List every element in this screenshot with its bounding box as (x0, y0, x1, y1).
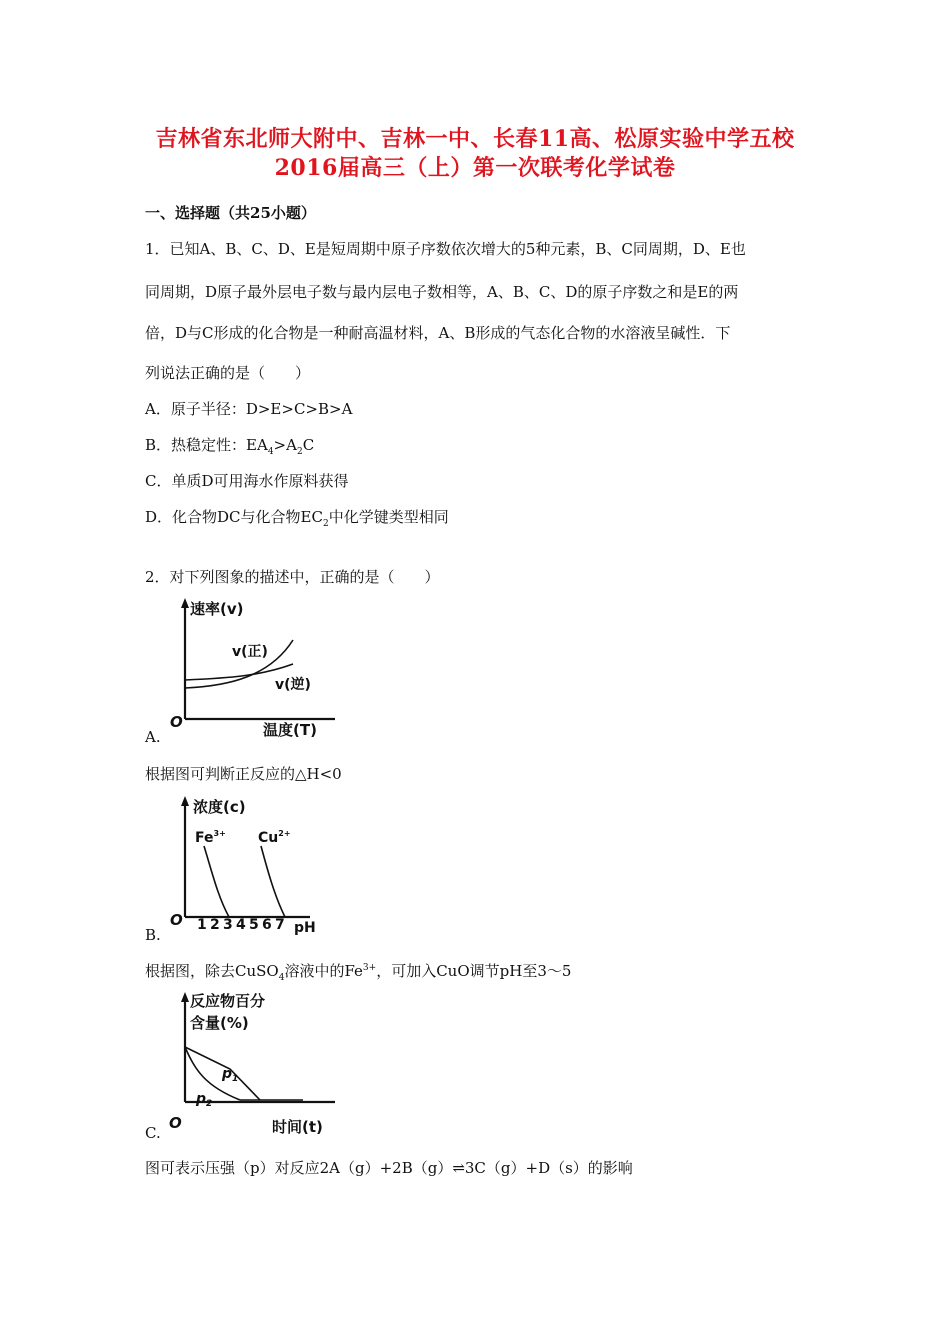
graph-c-origin: O (169, 1114, 182, 1132)
ph-tick-5: 5 (249, 917, 259, 933)
q2-option-c-desc: 图可表示压强（p）对反应2A（g）+2B（g）⇌3C（g）+D（s）的影响 (145, 1159, 633, 1177)
curve-cu2 (261, 846, 285, 917)
graph-b-cu-label: $Cu^{2+}$ (258, 829, 291, 846)
graph-b-origin: O (170, 911, 183, 929)
graph-c-xlabel: 时间(t) (272, 1118, 323, 1136)
paper-title-line2: 2016届高三（上）第一次联考化学试卷 (274, 155, 676, 181)
q2-option-b-desc: 根据图，除去CuSO$_4$溶液中的$Fe^{3+}$，可加入CuO调节pH至3～5 (145, 962, 572, 983)
graph-a-curve1-label: v(正) (232, 644, 268, 660)
ph-tick-4: 4 (236, 917, 246, 933)
q1-stem-line-1: 1．已知A、B、C、D、E是短周期中原子序数依次增大的5种元素，B、C同周期，D、E也 (145, 240, 746, 258)
graph-c-p1-label: $p_1$ (222, 1066, 239, 1084)
graph-b-ylabel: 浓度(c) (193, 798, 246, 816)
ph-tick-1: 1 (197, 917, 207, 933)
graph-a-curve2-label: v(逆) (275, 677, 311, 693)
paper-title-line1: 吉林省东北师大附中、吉林一中、长春11高、松原实验中学五校 (155, 126, 795, 152)
q2-option-a-label: A. (145, 728, 161, 746)
graph-a (160, 596, 360, 750)
q2-option-c-label: C. (145, 1124, 161, 1142)
q2-option-b-label: B. (145, 926, 161, 944)
graph-b-xlabel: pH (294, 920, 316, 936)
graph-b-fe-label: $Fe^{3+}$ (195, 829, 226, 846)
graph-b (160, 792, 360, 946)
ph-tick-3: 3 (223, 917, 233, 933)
q1-option-d: D．化合物DC与化合物$EC_2$中化学键类型相同 (145, 508, 449, 529)
q2-option-a-desc: 根据图可判断正反应的△H<0 (145, 765, 342, 783)
q1-option-b: B．热稳定性：$EA_4>A_2C$ (145, 436, 315, 457)
graph-c (160, 990, 360, 1144)
graph-a-origin: O (170, 713, 183, 731)
q2-stem: 2．对下列图象的描述中，正确的是（ ） (145, 568, 440, 586)
graph-c-p2-label: $p_2$ (196, 1091, 213, 1109)
graph-a-ylabel: 速率(v) (190, 600, 244, 618)
q1-stem-line-2: 同周期，D原子最外层电子数与最内层电子数相等，A、B、C、D的原子序数之和是E的两 (145, 283, 739, 301)
ph-tick-2: 2 (210, 917, 220, 933)
q1-stem-line-3: 倍，D与C形成的化合物是一种耐高温材料，A、B形成的气态化合物的水溶液呈碱性．下 (145, 324, 731, 342)
q1-option-a: A．原子半径：D>E>C>B>A (145, 400, 353, 418)
graph-c-ylabel2: 含量(%) (190, 1014, 249, 1032)
graph-c-ylabel1: 反应物百分 (190, 992, 266, 1010)
q1-stem-line-4: 列说法正确的是（ ） (145, 364, 311, 382)
ph-tick-7: 7 (275, 917, 285, 933)
section-heading: 一、选择题（共25小题） (145, 204, 316, 222)
ph-tick-6: 6 (262, 917, 272, 933)
q1-option-c: C．单质D可用海水作原料获得 (145, 472, 349, 490)
curve-fe3 (204, 846, 229, 917)
graph-a-xlabel: 温度(T) (263, 721, 317, 739)
